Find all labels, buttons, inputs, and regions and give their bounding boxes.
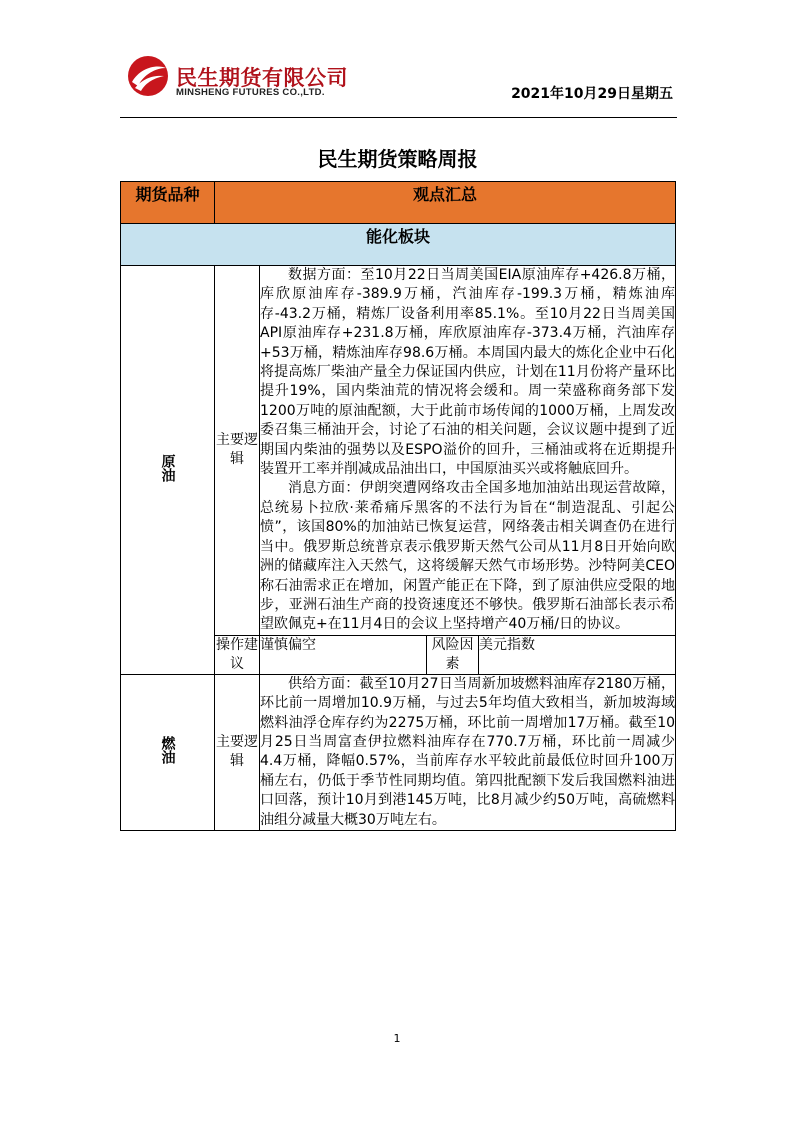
crude-logic-row (121, 266, 676, 636)
crude-data-paragraph: 数据方面：至10月22日当周美国EIA原油库存+426.8万桶，库欣原油库存-389.9万桶，汽油库存-199.3万桶，精炼油库存-43.2万桶，精炼厂设备利用率85.1%。至10月22日当周美国API原油库存+231.8万桶，库欣原油库存-373.4万桶，汽油库存+53万桶，精炼油库存98.6万桶。本周国内最大的炼化企业中石化将提高炼厂柴油产量全力保证国内供应，计划在11月份将产量环比提升19%，国内柴油荒的情况将会缓和。周一荣盛称商务部下发1200万吨的原油配额，大于此前市场传闻的1000万桶，上周发改委召集三桶油开会，讨论了石油的相关问题，会议议题中提到了近期国内柴油的强势以及ESPO溢价的回升，三桶油或将在近期提升装置开工率并削减成品油出口，中国原油买兴或将触底回升。 (260, 267, 676, 478)
minsheng-logo-icon (126, 54, 170, 98)
page-title: 民生期货策略周报 (317, 147, 478, 171)
company-name-cn: 民生期货有限公司 (176, 66, 348, 90)
strategy-table (120, 181, 676, 831)
table-header-row (121, 182, 676, 224)
company-name-en: MINSHENG FUTURES CO.,LTD. (176, 87, 325, 98)
crude-risk-value: 美元指数 (479, 635, 676, 674)
header-divider (120, 117, 677, 118)
fuel-logic-row (121, 674, 676, 830)
sector-row (121, 224, 676, 266)
fuel-supply-paragraph: 供给方面：截至10月27日当周新加坡燃料油库存2180万桶，环比前一周增加10.9万桶，与过去5年均值大致相当，新加坡海域燃料油浮仓库存约为2275万桶，环比前一周增加17万桶。截至10月25日当周富查伊拉燃料油库存在770.7万桶，环比前一周减少4.4万桶，降幅0.57%，当前库存水平较此前最低位时回升100万桶左右，仍低于季节性同期均值。第四批配额下发后我国燃料油进口回落，预计10月到港145万吨，比8月减少约50万吨，高硫燃料油组分减量大概30万吨左右。 (260, 675, 676, 828)
report-date: 2021年10月29日星期五 (511, 86, 673, 102)
product-fuel-oil (121, 674, 215, 830)
page-header (120, 50, 677, 118)
crude-logic-text (260, 266, 676, 636)
page-number: 1 (393, 1032, 401, 1045)
col-header-product: 期货品种 (121, 182, 215, 224)
sector-label: 能化板块 (121, 224, 676, 266)
fuel-logic-label: 主要逻辑 (215, 674, 260, 830)
fuel-logic-text (260, 674, 676, 830)
company-logo (126, 54, 376, 100)
crude-operation-value: 谨慎偏空 (260, 635, 427, 674)
crude-logic-label: 主要逻辑 (215, 266, 260, 636)
product-crude-oil-label: 原油 (159, 453, 176, 482)
crude-operation-label: 操作建议 (215, 635, 260, 674)
crude-risk-label: 风险因素 (427, 635, 479, 674)
crude-news-paragraph: 消息方面：伊朗突遭网络攻击全国多地加油站出现运营故障，总统易卜拉欣·莱希痛斥黑客的不法行为旨在“制造混乱、引起公愤”，该国80%的加油站已恢复运营，网络袭击相关调查仍在进行当中。俄罗斯总统普京表示俄罗斯天然气公司从11月8日开始向欧洲的储藏库注入天然气，这将缓解天然气市场形势。沙特阿美CEO称石油需求正在增加，闲置产能正在下降，到了原油供应受限的地步，亚洲石油生产商的投资速度还不够快。俄罗斯石油部长表示希望欧佩克+在11月4日的会议上坚持增产40万桶/日的协议。 (260, 480, 676, 633)
col-header-summary: 观点汇总 (215, 182, 676, 224)
product-fuel-oil-label: 燃油 (159, 736, 176, 765)
product-crude-oil (121, 266, 215, 675)
